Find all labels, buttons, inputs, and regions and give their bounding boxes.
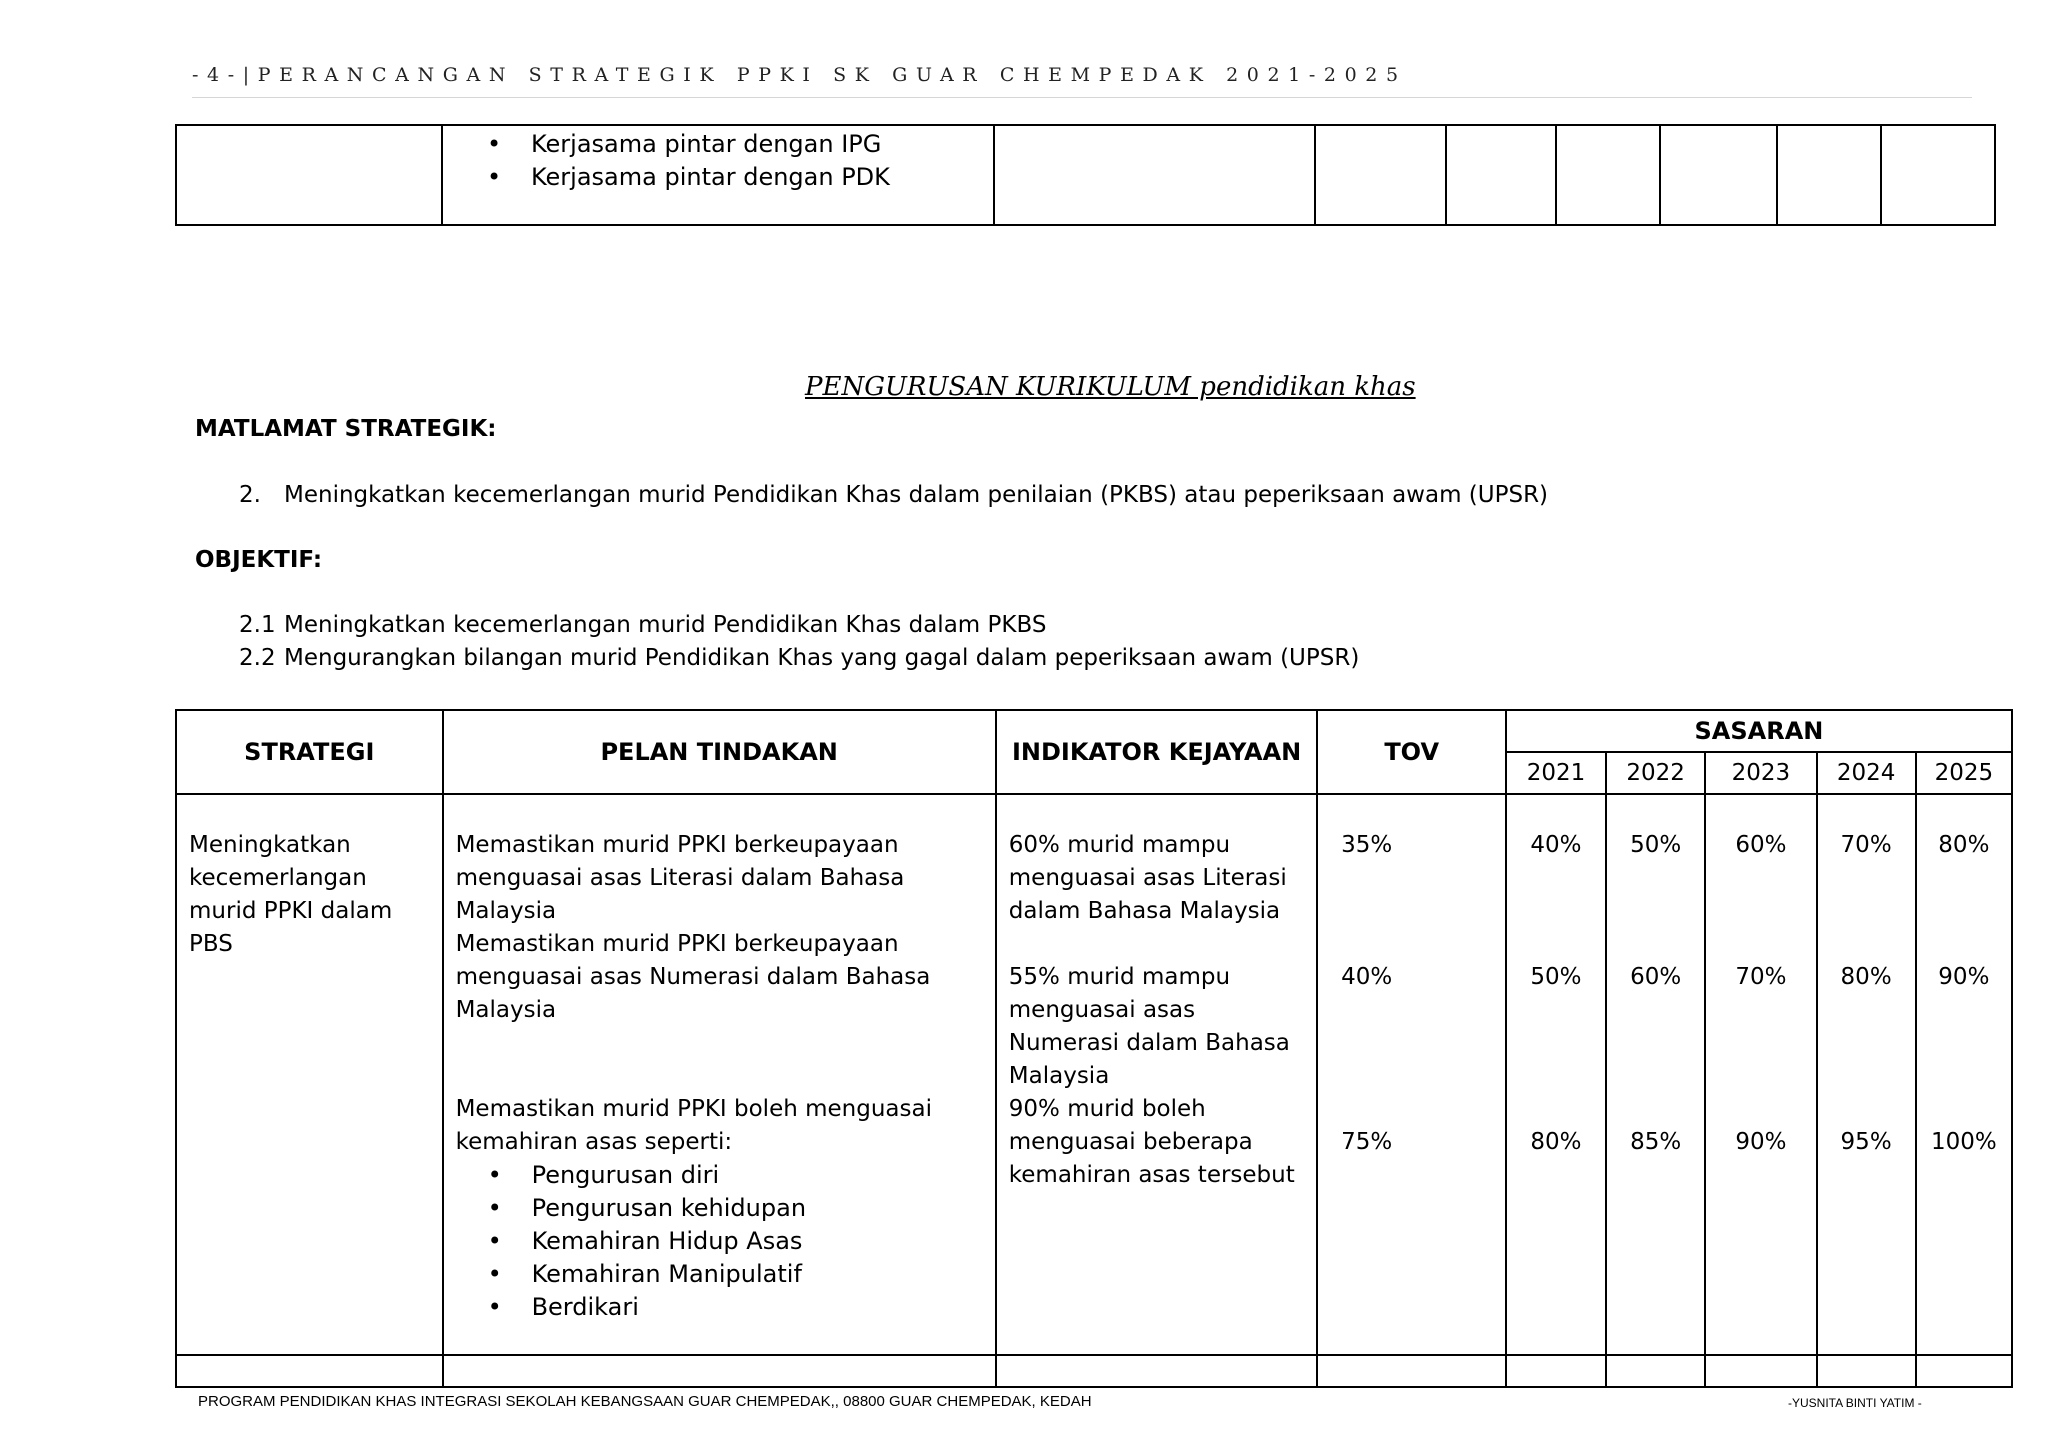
sasaran-value: 50% [1630, 832, 1682, 858]
header-year: 2021 [1506, 752, 1606, 794]
objektif-number: 2.2 [239, 645, 276, 671]
sasaran-value: 60% [1630, 964, 1682, 990]
sasaran-value: 50% [1530, 964, 1582, 990]
empty-cell [443, 1355, 996, 1387]
matlamat-item [239, 482, 1548, 508]
header-indikator-kejayaan: INDIKATOR KEJAYAAN [996, 710, 1318, 794]
sasaran-value: 70% [1735, 964, 1787, 990]
tov-value: 75% [1341, 1129, 1393, 1155]
pelan-bullet-list [444, 1159, 983, 1324]
sasaran-value: 80% [1938, 832, 1990, 858]
matlamat-label: MATLAMAT STRATEGIK: [195, 416, 497, 442]
table-row [176, 794, 2012, 1355]
header-year: 2025 [1916, 752, 2012, 794]
footer-school-address: PROGRAM PENDIDIKAN KHAS INTEGRASI SEKOLAH KEBANGSAAN GUAR CHEMPEDAK,, 08800 GUAR CHEMPEDAK, KEDAH [198, 1393, 1092, 1410]
footer-author: -YUSNITA BINTI YATIM - [1788, 1396, 1922, 1410]
header-year: 2024 [1817, 752, 1916, 794]
list-item: • Kemahiran Hidup Asas [444, 1225, 983, 1258]
header-tov: TOV [1317, 710, 1505, 794]
list-item: • Kemahiran Manipulatif [444, 1258, 983, 1291]
list-item: • Kerjasama pintar dengan PDK [443, 161, 993, 194]
cell-sasaran-2022 [1606, 794, 1705, 1355]
sasaran-value: 95% [1840, 1129, 1892, 1155]
empty-cell [1705, 1355, 1816, 1387]
cell-tov [1317, 794, 1505, 1355]
running-header: -4-|PERANCANGAN STRATEGIK PPKI SK GUAR CHEMPEDAK 2021-2025 [192, 64, 1407, 86]
strategi-text: Meningkatkan kecemerlangan murid PPKI dalam PBS [189, 832, 393, 957]
continuation-cell [1660, 125, 1777, 225]
continuation-cell [1556, 125, 1660, 225]
objektif-text: Meningkatkan kecemerlangan murid Pendidikan Khas dalam PKBS [284, 612, 1047, 638]
empty-cell [1506, 1355, 1606, 1387]
pelan-item: Memastikan murid PPKI berkeupayaan menguasai asas Literasi dalam Bahasa Malaysia [455, 832, 905, 924]
header-pelan-tindakan: PELAN TINDAKAN [443, 710, 996, 794]
continuation-cell [1446, 125, 1556, 225]
continuation-cell [1881, 125, 1995, 225]
sasaran-value: 100% [1930, 1129, 1997, 1155]
empty-cell [176, 1355, 443, 1387]
header-sasaran: SASARAN [1506, 710, 2012, 752]
continuation-cell-pelan [442, 125, 994, 225]
sasaran-value: 70% [1840, 832, 1892, 858]
indikator-item: 55% murid mampu menguasai asas Numerasi dalam Bahasa Malaysia [1008, 964, 1290, 1089]
pelan-item: Memastikan murid PPKI berkeupayaan menguasai asas Numerasi dalam Bahasa Malaysia [455, 931, 931, 1023]
section-title: PENGURUSAN KURIKULUM pendidikan khas [805, 372, 1416, 402]
tov-value: 40% [1341, 964, 1393, 990]
tov-value: 35% [1341, 832, 1393, 858]
empty-cell [1817, 1355, 1916, 1387]
table-row-empty [176, 1355, 2012, 1387]
objektif-item [239, 645, 1359, 671]
objektif-text: Mengurangkan bilangan murid Pendidikan Khas yang gagal dalam peperiksaan awam (UPSR) [284, 645, 1360, 671]
cell-indikator-kejayaan [996, 794, 1318, 1355]
sasaran-value: 85% [1630, 1129, 1682, 1155]
sasaran-value: 90% [1735, 1129, 1787, 1155]
cell-strategi [176, 794, 443, 1355]
sasaran-value: 60% [1735, 832, 1787, 858]
indikator-item: 90% murid boleh menguasai beberapa kemahiran asas tersebut [1008, 1096, 1295, 1188]
header-year: 2023 [1705, 752, 1816, 794]
cell-pelan-tindakan [443, 794, 996, 1355]
continuation-cell-indikator [994, 125, 1315, 225]
cell-sasaran-2023 [1705, 794, 1816, 1355]
continuation-cell [1777, 125, 1881, 225]
header-strategi: STRATEGI [176, 710, 443, 794]
sasaran-value: 90% [1938, 964, 1990, 990]
pelan-item: Memastikan murid PPKI boleh menguasai kemahiran asas seperti: [455, 1096, 932, 1155]
cell-sasaran-2024 [1817, 794, 1916, 1355]
matlamat-number: 2. [239, 482, 261, 508]
objektif-item [239, 612, 1046, 638]
indikator-item: 60% murid mampu menguasai asas Literasi dalam Bahasa Malaysia [1008, 832, 1287, 924]
continuation-cell-strategi [176, 125, 442, 225]
continuation-table [175, 124, 1996, 226]
objektif-number: 2.1 [239, 612, 276, 638]
continuation-bullet-list [443, 128, 993, 194]
sasaran-value: 80% [1840, 964, 1892, 990]
cell-sasaran-2025 [1916, 794, 2012, 1355]
list-item: • Pengurusan kehidupan [444, 1192, 983, 1225]
sasaran-value: 40% [1530, 832, 1582, 858]
matlamat-text: Meningkatkan kecemerlangan murid Pendidikan Khas dalam penilaian (PKBS) atau peperiksaan awam (UPSR) [284, 482, 1549, 508]
cell-sasaran-2021 [1506, 794, 1606, 1355]
header-rule [192, 97, 1972, 98]
empty-cell [996, 1355, 1318, 1387]
strategy-table [175, 709, 2013, 1388]
header-year: 2022 [1606, 752, 1705, 794]
list-item: • Berdikari [444, 1291, 983, 1324]
continuation-cell [1315, 125, 1446, 225]
empty-cell [1606, 1355, 1705, 1387]
sasaran-value: 80% [1530, 1129, 1582, 1155]
list-item: • Pengurusan diri [444, 1159, 983, 1192]
empty-cell [1916, 1355, 2012, 1387]
empty-cell [1317, 1355, 1505, 1387]
objektif-label: OBJEKTIF: [195, 547, 323, 573]
list-item: • Kerjasama pintar dengan IPG [443, 128, 993, 161]
